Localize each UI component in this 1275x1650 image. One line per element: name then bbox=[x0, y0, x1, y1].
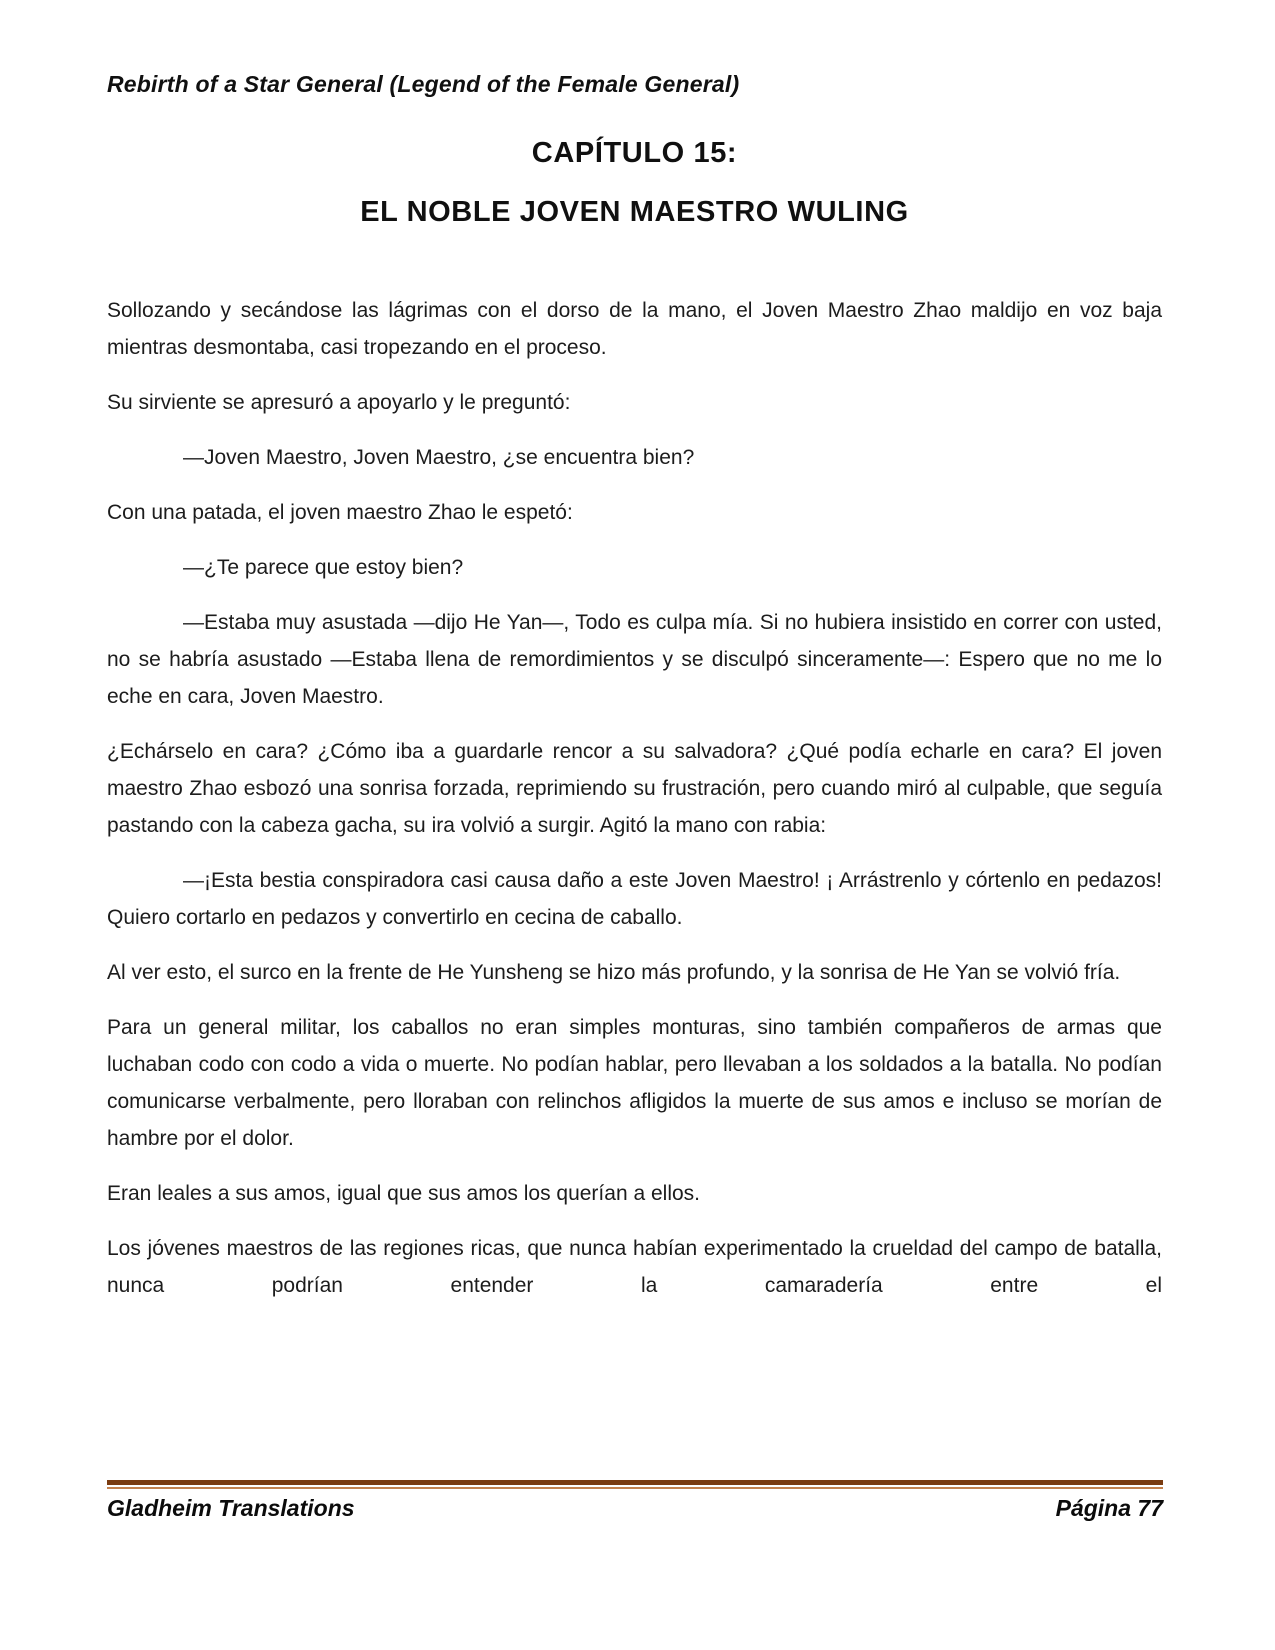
page-footer bbox=[107, 1495, 1163, 1522]
chapter-heading bbox=[107, 137, 1162, 229]
paragraph: ¿Echárselo en cara? ¿Cómo iba a guardarle rencor a su salvadora? ¿Qué podía echarle en cara? El joven maestro Zhao esbozó una sonrisa forzada, reprimiendo su frustración, pero cuando miró al culpable, que seguía pastando con la cabeza gacha, su ira volvió a surgir. Agitó la mano con rabia: bbox=[107, 740, 1162, 837]
footer-page-number: Página 77 bbox=[1055, 1495, 1163, 1521]
paragraph: —¡Esta bestia conspiradora casi causa daño a este Joven Maestro! ¡ Arrástrenlo y córtenlo en pedazos! Quiero cortarlo en pedazos y convertirlo en cecina de caballo. bbox=[107, 869, 1162, 929]
paragraph: Con una patada, el joven maestro Zhao le espetó: bbox=[107, 501, 573, 524]
paragraph: Al ver esto, el surco en la frente de He Yunsheng se hizo más profundo, y la sonrisa de He Yan se volvió fría. bbox=[107, 961, 1121, 984]
paragraph: Eran leales a sus amos, igual que sus amos los querían a ellos. bbox=[107, 1182, 700, 1205]
footer-rule-dark bbox=[107, 1480, 1163, 1485]
paragraph: —¿Te parece que estoy bien? bbox=[183, 556, 464, 579]
chapter-title: EL NOBLE JOVEN MAESTRO WULING bbox=[360, 196, 909, 228]
paragraph: Los jóvenes maestros de las regiones ricas, que nunca habían experimentado la crueldad del campo de batalla, nunca podrían entender la camaradería entre el bbox=[107, 1237, 1162, 1297]
chapter-number: CAPÍTULO 15: bbox=[531, 137, 738, 169]
footer-rule bbox=[107, 1480, 1163, 1489]
paragraph: Para un general militar, los caballos no eran simples monturas, sino también compañeros de armas que luchaban codo con codo a vida o muerte. No podían hablar, pero llevaban a los soldados a la batalla. No podían comunicarse verbalmente, pero lloraban con relinchos afligidos la muerte de sus amos e incluso se morían de hambre por el dolor. bbox=[107, 1016, 1162, 1150]
body-paragraphs bbox=[107, 292, 1162, 1322]
footer-translator: Gladheim Translations bbox=[107, 1495, 355, 1521]
running-header: Rebirth of a Star General (Legend of the Female General) bbox=[107, 71, 740, 97]
paragraph: —Estaba muy asustada —dijo He Yan—, Todo es culpa mía. Si no hubiera insistido en correr con usted, no se habría asustado —Estaba llena de remordimientos y se disculpó sinceramente—: Espero que no me lo eche en cara, Joven Maestro. bbox=[107, 611, 1162, 708]
paragraph: Su sirviente se apresuró a apoyarlo y le preguntó: bbox=[107, 391, 571, 414]
paragraph: Sollozando y secándose las lágrimas con el dorso de la mano, el Joven Maestro Zhao maldijo en voz baja mientras desmontaba, casi tropezando en el proceso. bbox=[107, 299, 1162, 359]
paragraph: —Joven Maestro, Joven Maestro, ¿se encuentra bien? bbox=[183, 446, 695, 469]
footer-rule-light bbox=[107, 1487, 1163, 1489]
